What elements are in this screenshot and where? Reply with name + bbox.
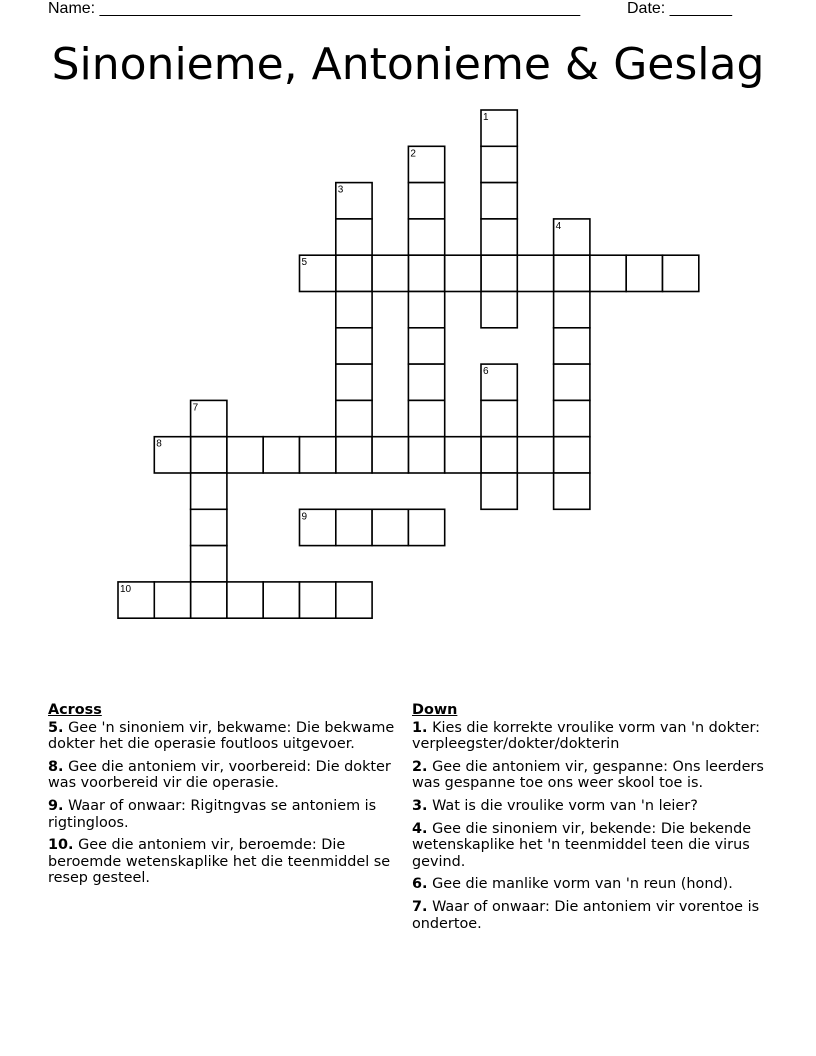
clue-text: Gee die antoniem vir, beroemde: Die beroemde wetenskaplike het die teenmiddel se resep gesteel.	[48, 837, 391, 887]
clue-number: 4.	[412, 820, 428, 837]
cell-number: 10	[120, 583, 132, 595]
clue-text: Gee die sinoniem vir, bekende: Die bekende wetenskaplike het 'n teenmiddel teen die virus gevind.	[412, 820, 752, 870]
down-heading: Down	[412, 702, 458, 718]
clue-down-1	[412, 720, 772, 753]
clue-down-2	[412, 759, 772, 792]
grid-cell[interactable]	[554, 255, 590, 291]
clue-across-5	[48, 720, 398, 753]
grid-cell[interactable]	[336, 400, 372, 436]
grid-cell[interactable]	[626, 255, 662, 291]
grid-cell[interactable]	[408, 328, 444, 364]
grid-cell[interactable]	[263, 582, 299, 618]
clue-text: Waar of onwaar: Die antoniem vir vorentoe is ondertoe.	[412, 898, 760, 932]
clue-down-6	[412, 876, 772, 893]
clue-number: 2.	[412, 758, 428, 775]
grid-cell[interactable]	[336, 292, 372, 328]
clue-number: 3.	[412, 797, 428, 814]
clue-number: 7.	[412, 898, 428, 915]
grid-cell[interactable]	[191, 437, 227, 473]
clue-across-10	[48, 837, 398, 887]
grid-cell[interactable]	[408, 255, 444, 291]
grid-cell[interactable]	[408, 437, 444, 473]
grid-cell[interactable]	[191, 582, 227, 618]
grid-cell[interactable]	[408, 509, 444, 545]
grid-cell[interactable]	[191, 546, 227, 582]
grid-cell[interactable]	[300, 437, 336, 473]
clue-text: Kies die korrekte vroulike vorm van 'n dokter: verpleegster/dokter/dokterin	[412, 719, 760, 753]
cell-number: 6	[483, 366, 489, 378]
grid-cell[interactable]	[372, 509, 408, 545]
grid-cell[interactable]	[481, 146, 517, 182]
clue-down-3	[412, 798, 772, 815]
grid-cell[interactable]	[481, 183, 517, 219]
clue-number: 1.	[412, 719, 428, 736]
name-field: Name: ______________________________________________________	[48, 0, 581, 17]
grid-cell[interactable]	[336, 328, 372, 364]
clue-text: Gee die antoniem vir, voorbereid: Die dokter was voorbereid vir die operasie.	[48, 758, 391, 792]
grid-cell[interactable]	[263, 437, 299, 473]
clue-number: 9.	[48, 797, 64, 814]
grid-cell[interactable]	[191, 473, 227, 509]
grid-cell[interactable]	[590, 255, 626, 291]
grid-cell[interactable]	[445, 437, 481, 473]
grid-cell[interactable]	[336, 219, 372, 255]
grid-cell[interactable]	[336, 582, 372, 618]
clue-down-4	[412, 821, 772, 871]
clue-number: 8.	[48, 758, 64, 775]
grid-cell[interactable]	[554, 364, 590, 400]
grid-cell[interactable]	[336, 509, 372, 545]
grid-cell[interactable]	[554, 400, 590, 436]
grid-cell[interactable]	[227, 437, 263, 473]
clue-text: Wat is die vroulike vorm van 'n leier?	[432, 797, 698, 814]
grid-cell[interactable]	[481, 437, 517, 473]
grid-cell[interactable]	[372, 255, 408, 291]
grid-cell[interactable]	[554, 437, 590, 473]
clue-number: 5.	[48, 719, 64, 736]
cell-number: 3	[337, 184, 344, 196]
grid-cell[interactable]	[408, 292, 444, 328]
grid-cell[interactable]	[554, 473, 590, 509]
across-clues	[48, 702, 398, 893]
clue-number: 6.	[412, 876, 428, 893]
clue-number: 10.	[48, 837, 74, 854]
clue-text: Gee die manlike vorm van 'n reun (hond).	[432, 876, 733, 893]
date-field: Date: _______	[627, 0, 732, 17]
grid-cell[interactable]	[336, 255, 372, 291]
grid-cell[interactable]	[481, 219, 517, 255]
grid-cell[interactable]	[191, 509, 227, 545]
across-heading: Across	[48, 702, 102, 718]
cell-number: 2	[410, 148, 416, 160]
down-clues	[412, 702, 772, 938]
clue-down-7	[412, 899, 772, 932]
grid-cell[interactable]	[663, 255, 699, 291]
grid-cell[interactable]	[408, 183, 444, 219]
grid-cell[interactable]	[154, 582, 190, 618]
grid-cell[interactable]	[517, 255, 553, 291]
grid-cell[interactable]	[481, 255, 517, 291]
grid-cell[interactable]	[336, 364, 372, 400]
grid-cell[interactable]	[408, 219, 444, 255]
cell-number: 5	[301, 257, 308, 269]
grid-cell[interactable]	[554, 292, 590, 328]
cell-number: 1	[483, 112, 489, 123]
grid-cell[interactable]	[481, 292, 517, 328]
grid-cell[interactable]	[554, 328, 590, 364]
cell-number: 4	[555, 220, 562, 232]
clue-across-8	[48, 759, 398, 792]
clue-across-9	[48, 798, 398, 831]
clue-text: Gee 'n sinoniem vir, bekwame: Die bekwame dokter het die operasie foutloos uitgevoer.	[48, 719, 395, 753]
grid-cell[interactable]	[227, 582, 263, 618]
grid-cell[interactable]	[481, 473, 517, 509]
cell-number: 7	[192, 402, 199, 414]
grid-cell[interactable]	[372, 437, 408, 473]
grid-cell[interactable]	[445, 255, 481, 291]
grid-cell[interactable]	[481, 400, 517, 436]
grid-cell[interactable]	[300, 582, 336, 618]
cell-number: 8	[156, 438, 162, 450]
cell-number: 9	[301, 511, 308, 523]
clue-text: Gee die antoniem vir, gespanne: Ons leerders was gespanne toe ons weer skool toe is.	[412, 758, 764, 792]
grid-cell[interactable]	[408, 364, 444, 400]
page-title: Sinonieme, Antonieme & Geslag	[51, 39, 765, 90]
clue-text: Waar of onwaar: Rigitngvas se antoniem is rigtingloos.	[48, 797, 377, 831]
grid-cell[interactable]	[517, 437, 553, 473]
grid-cell[interactable]	[336, 437, 372, 473]
grid-cell[interactable]	[408, 400, 444, 436]
